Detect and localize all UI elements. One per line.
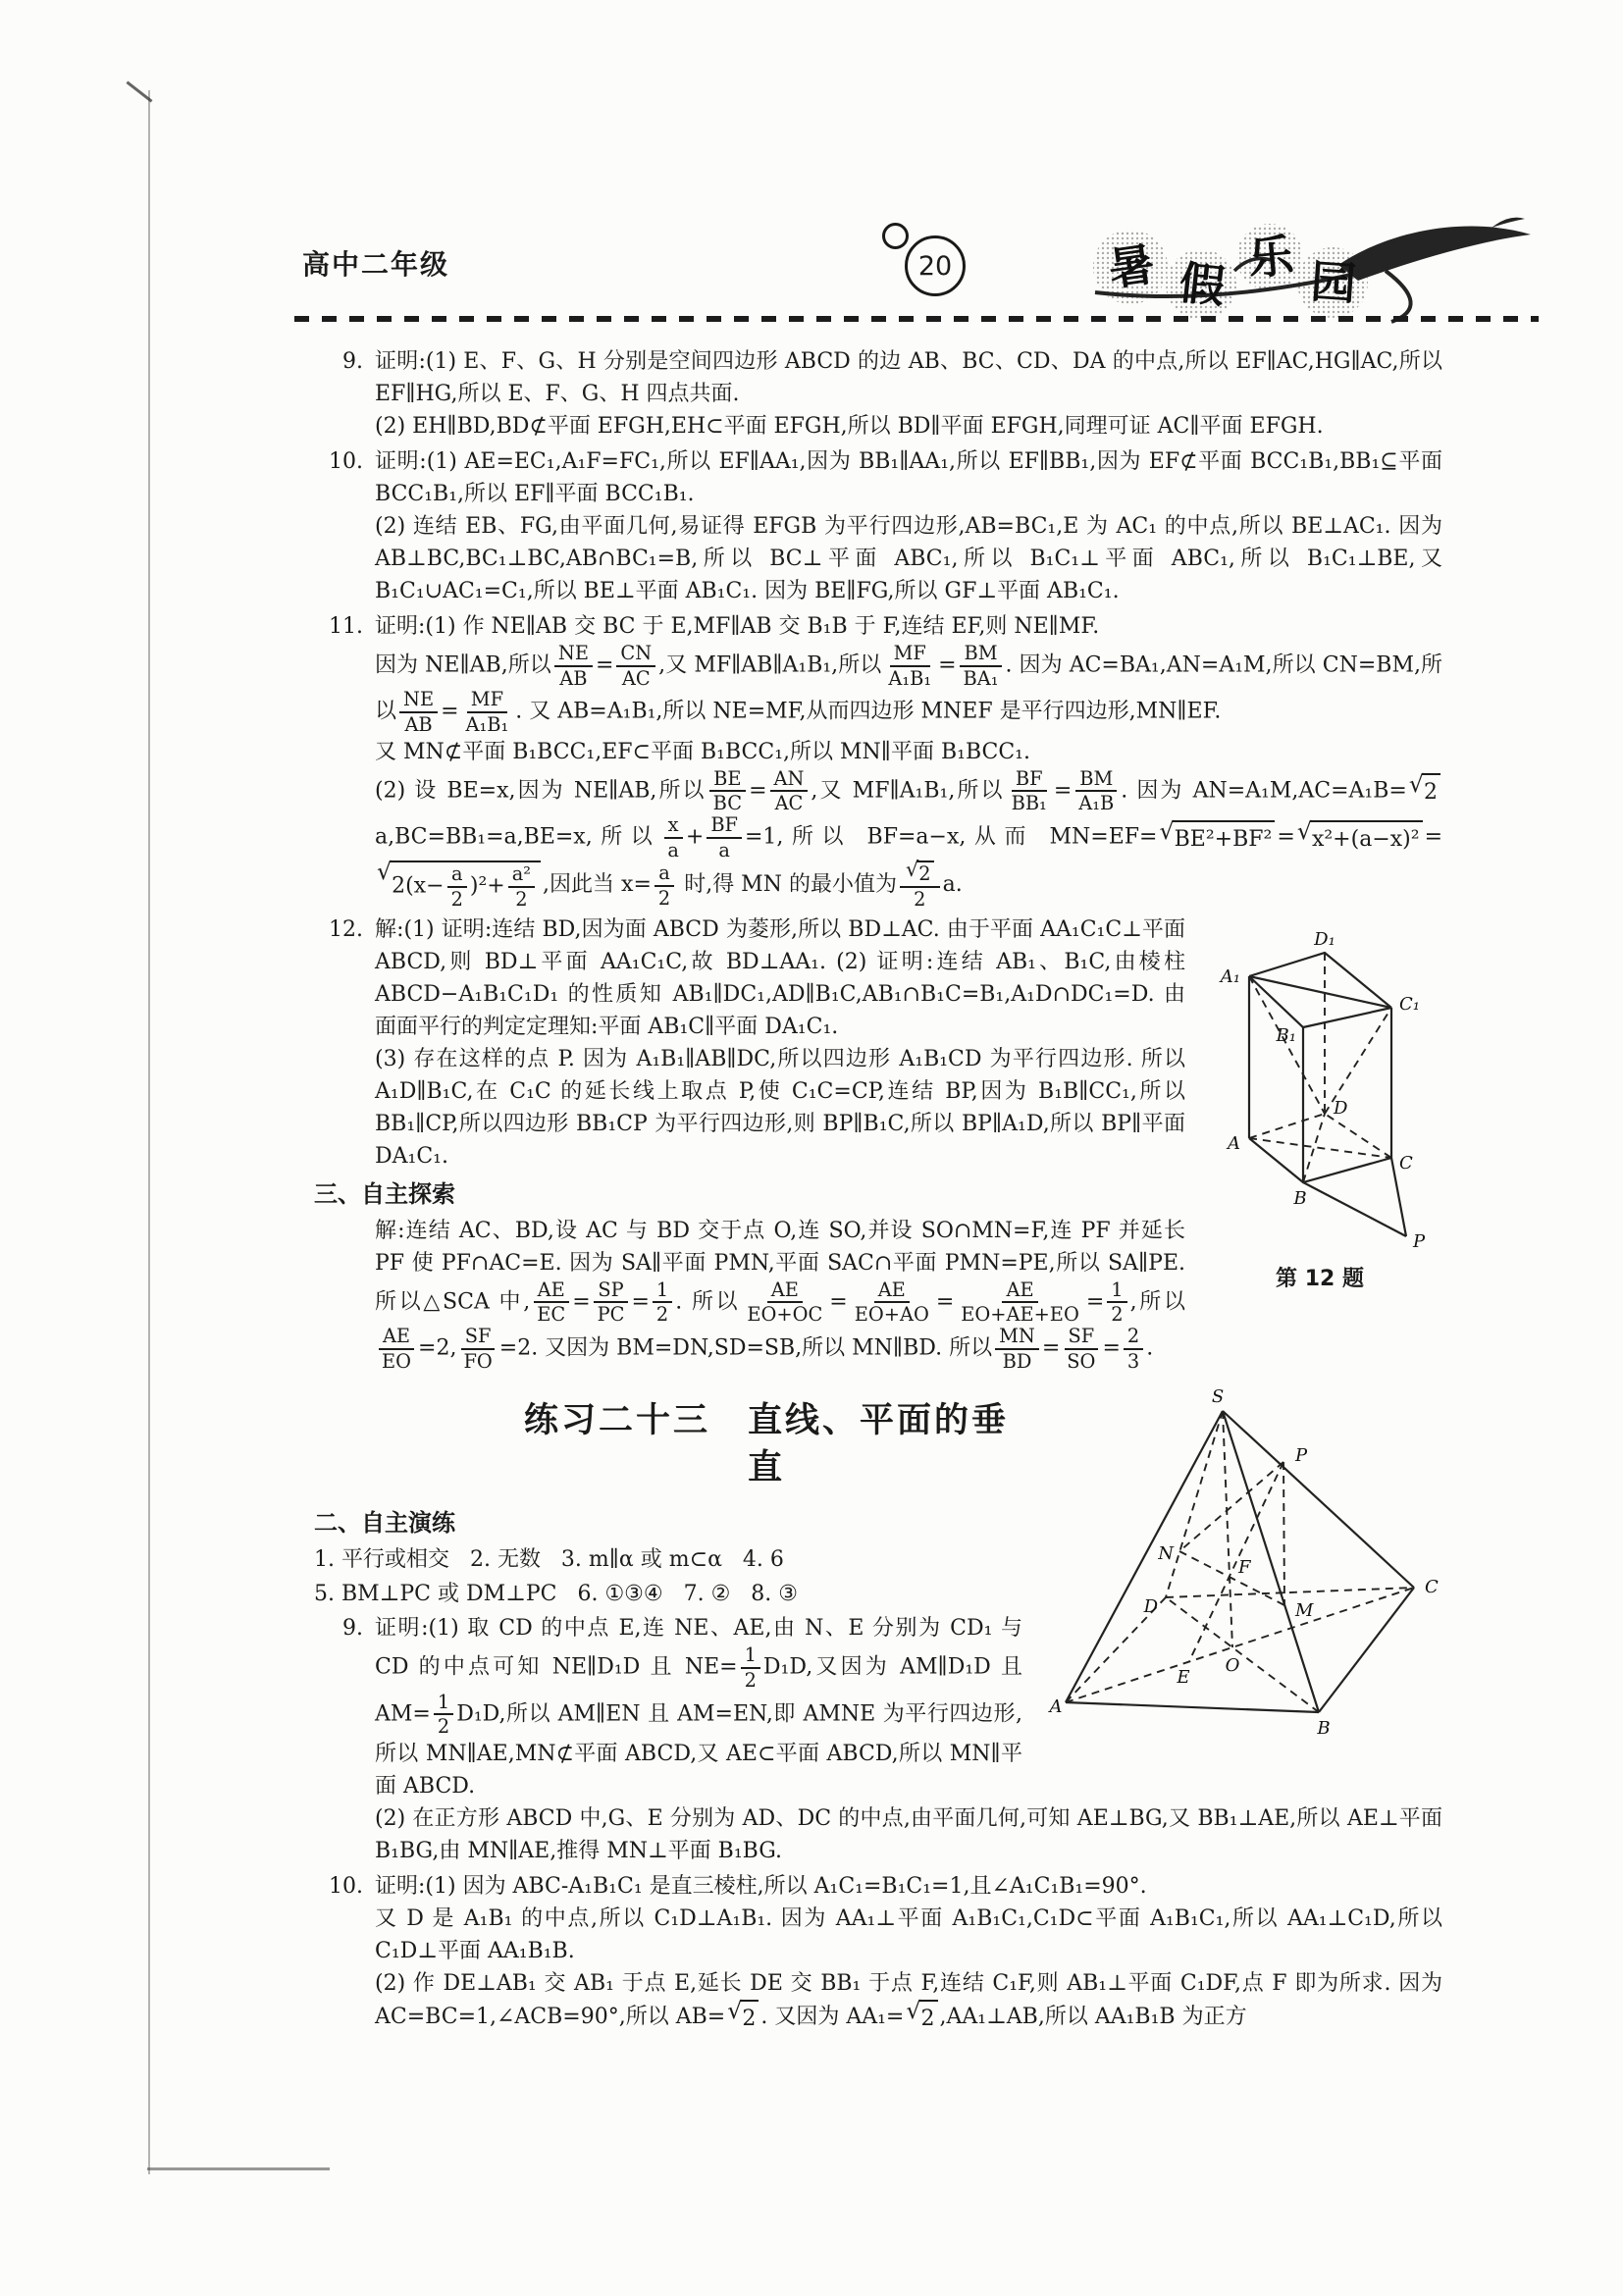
section-heading: 二、自主演练 (314, 1509, 455, 1538)
fraction: $\frac{MF}{\text{A₁B₁}}$ (465, 688, 509, 737)
fraction: $\frac{BF}{\text{BB₁}}$ (1011, 766, 1047, 815)
scan-bottom-mark (147, 2167, 330, 2170)
fraction: $\frac{1}{2}$ (1107, 1279, 1126, 1326)
fraction: $\frac{SP}{PC}$ (594, 1279, 629, 1326)
fraction: $\frac{AE}{EO+OC}$ (747, 1278, 823, 1327)
logo-char-le: 乐 (1245, 229, 1296, 286)
solution-item (314, 1870, 1442, 2035)
solution-item (314, 913, 1442, 1173)
vertex-label-A: A (1049, 1696, 1063, 1718)
solution-item (314, 445, 1442, 607)
problem-number: 10. (329, 449, 363, 474)
logo-char-yuan: 园 (1309, 254, 1358, 311)
fraction: $\frac{\text{a²}}{2}$ (508, 863, 535, 910)
solution-paragraph: 证明:(1) 取 CD 的中点 E,连 NE、AE,由 N、E 分别为 CD₁ 与 CD 的中点可知 NE∥D₁D 且 NE= $\frac{1}{2}$ D₁D,又因为 AM∥D₁D 且 AM= $\frac{1}{2}$ D₁D,所以 AM∥EN 且 AM=EN,即 AMNE 为平行四边形,所以 MN∥AE,MN⊄平面 ABCD,又 AE⊂平面 ABCD,所以 MN∥平面 ABCD. (375, 1616, 1022, 1800)
solution-paragraph: (2) 设 BE=x,因为 NE∥AB,所以 $\frac{BE}{BC}$ = $\frac{AN}{AC}$ ,又 MF∥A₁B₁,所以 $\frac{BF}{\text{BB₁}}$ = $\frac{BM}{\text{A₁B}}$ . 因为 AN=A₁M,AC=A₁B= √ 2 a,BC=BB₁=a,BE=x,所以 $\frac{x}{a}$ + $\frac{BF}{a}$ =1,所以 BF=a−x,从而 MN=EF= √ BE²+BF² = √ x²+(a−x)² = √ 2(x− $\frac{a}{2}$ )²+ $\frac{\text{a²}}{2}$ ,因此当 x= $\frac{a}{2}$ 时,得 MN 的最小值为 √ 2 2 a. (375, 766, 1442, 912)
solution-paragraph: 证明:(1) 因为 ABC-A₁B₁C₁ 是直三棱柱,所以 A₁C₁=B₁C₁=1,且∠A₁C₁B₁=90°. (375, 1874, 1147, 1900)
fraction: $\frac{NE}{AB}$ (399, 689, 438, 735)
answers-line: 1. 平行或相交 2. 无数 3. m∥α 或 m⊂α 4. 6 (314, 1547, 784, 1573)
fraction: $\frac{SF}{FO}$ (459, 1326, 496, 1372)
fraction: $\frac{2}{3}$ (1124, 1326, 1143, 1372)
figure-caption: 第 12 题 (1276, 1266, 1364, 1291)
solution-paragraph: 又 MN⊄平面 B₁BCC₁,EF⊂平面 B₁BCC₁,所以 MN∥平面 B₁BCC₁. (375, 739, 1030, 764)
fraction: $\frac{a}{2}$ (654, 862, 674, 909)
solution-paragraph: (2) 连结 EB、FG,由平面几何,易证得 EFGB 为平行四边形,AB=BC₁,E 为 AC₁ 的中点,所以 BE⊥AC₁. 因为 AB⊥BC,BC₁⊥BC,AB∩BC₁=B,所以 BC⊥平面 ABC₁,所以 B₁C₁⊥平面 ABC₁,所以 B₁C₁⊥BE,又 B₁C₁∪AC₁=C₁,所以 BE⊥平面 AB₁C₁. 因为 BE∥FG,所以 GF⊥平面 AB₁C₁. (375, 514, 1442, 603)
vertex-label-B: B (1292, 1187, 1307, 1209)
decorative-logo (1091, 202, 1543, 328)
sqrt-expression: √ x²+(a−x)² (1297, 820, 1423, 856)
fraction: $\frac{SF}{SO}$ (1063, 1326, 1099, 1372)
solution-paragraph: (2) EH∥BD,BD⊄平面 EFGH,EH⊂平面 EFGH,所以 BD∥平面 EFGH,同理可证 AC∥平面 EFGH. (375, 414, 1324, 439)
vertex-label-E: E (1177, 1667, 1190, 1689)
fraction: $\frac{NE}{AB}$ (554, 643, 593, 689)
exercise-title: 练习二十三 直线、平面的垂直 (523, 1401, 1009, 1488)
solution-item (314, 610, 1442, 911)
fraction: $\frac{BE}{BC}$ (709, 768, 746, 814)
vertex-label-M: M (1295, 1600, 1314, 1622)
vertex-label-C: C (1425, 1577, 1439, 1598)
vertex-label-S: S (1211, 1386, 1225, 1408)
content-flow (314, 345, 1442, 2038)
sqrt-expression: √ 2 (906, 2000, 937, 2035)
logo-char-shu: 暑 (1105, 236, 1158, 296)
problem-number: 12. (329, 916, 363, 942)
vertex-label-D: D (1333, 1097, 1347, 1119)
solution-item (314, 345, 1442, 443)
solution-paragraph: 证明:(1) 作 NE∥AB 交 BC 于 E,MF∥AB 交 B₁B 于 F,连结 EF,则 NE∥MF. (375, 614, 1100, 639)
answers-line: 5. BM⊥PC 或 DM⊥PC 6. ①③④ 7. ② 8. ③ (314, 1582, 798, 1607)
problem-number: 11. (329, 614, 363, 639)
solution-paragraph: 因为 NE∥AB,所以 $\frac{NE}{AB}$ = $\frac{CN}{AC}$ ,又 MF∥AB∥A₁B₁,所以 $\frac{MF}{\text{A₁B₁}}$ = $\frac{BM}{\text{BA₁}}$ . 因为 AC=BA₁,AN=A₁M,所以 CN=BM,所以 $\frac{NE}{AB}$ = $\frac{MF}{\text{A₁B₁}}$ . 又 AB=A₁B₁,所以 NE=MF,从而四边形 MNEF 是平行四边形,MN∥EF. (375, 642, 1443, 737)
vertex-label-A1: A₁ (1220, 965, 1240, 987)
solution-paragraph: 解:(1) 证明:连结 BD,因为面 ABCD 为菱形,所以 BD⊥AC. 由于平面 AA₁C₁C⊥平面 ABCD,则 BD⊥平面 AA₁C₁C,故 BD⊥AA₁. (2) 证明:连结 AB₁、B₁C,由棱柱 ABCD−A₁B₁C₁D₁ 的性质知 AB₁∥DC₁,AD∥B₁C,AB₁∩B₁C=B₁,A₁D∩DC₁=D. 由面面平行的判定定理知:平面 AB₁C∥平面 DA₁C₁. (375, 916, 1185, 1039)
fraction: $\frac{a}{2}$ (447, 863, 467, 910)
fraction: $\frac{MF}{\text{A₁B₁}}$ (888, 642, 932, 690)
vertex-label-P: P (1295, 1445, 1308, 1467)
fraction: $\frac{1}{2}$ (653, 1279, 672, 1326)
fraction: $\frac{AE}{EO}$ (378, 1326, 415, 1372)
fraction: $\frac{1}{2}$ (741, 1644, 760, 1691)
solution-paragraph: 证明:(1) AE=EC₁,A₁F=FC₁,所以 EF∥AA₁,因为 BB₁∥AA₁,所以 EF∥BB₁,因为 EF⊄平面 BCC₁B₁,BB₁⊆平面 BCC₁B₁,所以 EF∥平面 BCC₁B₁. (375, 449, 1442, 506)
vertex-label-A: A (1227, 1132, 1240, 1154)
solution-paragraph: 证明:(1) E、F、G、H 分别是空间四边形 ABCD 的边 AB、BC、CD、DA 的中点,所以 EF∥AC,HG∥AC,所以 EF∥HG,所以 E、F、G、H 四点共面. (375, 349, 1442, 406)
vertex-label-O: O (1225, 1655, 1240, 1677)
vertex-label-B1: B₁ (1276, 1024, 1296, 1046)
fraction: $\frac{AE}{EO+AO}$ (854, 1278, 929, 1327)
problem-number: 10. (329, 1874, 363, 1900)
page-number-bubble-icon (882, 223, 909, 249)
section-heading: 三、自主探索 (314, 1179, 455, 1208)
solution-paragraph: 解:连结 AC、BD,设 AC 与 BD 交于点 O,连 SO,并设 SO∩MN=F,连 PF 并延长 PF 使 PF∩AC=E. 因为 SA∥平面 PMN,平面 SAC∩平面 PMN=PE,所以 SA∥PE. 所以△SCA 中, $\frac{AE}{EC}$ = $\frac{SP}{PC}$ = $\frac{1}{2}$ . 所以 $\frac{AE}{EO+OC}$ = $\frac{AE}{EO+AO}$ = $\frac{AE}{EO+AE+EO}$ = $\frac{1}{2}$ ,所以 $\frac{AE}{EO}$ =2, $\frac{SF}{FO}$ =2. 又因为 BM=DN,SD=SB,所以 MN∥BD. 所以 $\frac{MN}{BD}$ = $\frac{SF}{SO}$ = $\frac{2}{3}$ . (375, 1218, 1185, 1373)
fraction: $\frac{AE}{EC}$ (533, 1279, 569, 1326)
solution-item (314, 1612, 1442, 1867)
page-title: 高中二年级 (302, 248, 450, 281)
sqrt-expression: √ 2(x− $\frac{a}{2}$ )²+ $\frac{\text{a²}}{2}$ (377, 861, 541, 910)
sqrt-expression: √ 2 (906, 861, 934, 885)
solution-paragraph: (3) 存在这样的点 P. 因为 A₁B₁∥AB∥DC,所以四边形 A₁B₁CD 为平行四边形. 所以 A₁D∥B₁C,在 C₁C 的延长线上取点 P,使 C₁C=CP,连结 BP,因为 B₁B∥CC₁,所以 BB₁∥CP,所以四边形 BB₁CP 为平行四边形,则 BP∥B₁C,所以 BP∥A₁D,所以 BP∥平面 DA₁C₁. (375, 1046, 1185, 1169)
problem-number: 9. (342, 1616, 363, 1642)
fraction: $\frac{BM}{\text{BA₁}}$ (960, 643, 1003, 689)
vertex-label-B: B (1317, 1718, 1331, 1740)
fraction: $\frac{AN}{AC}$ (770, 768, 809, 814)
vertex-label-N: N (1158, 1543, 1174, 1565)
sqrt-expression: √ 2 (1409, 773, 1440, 809)
vertex-label-C: C (1398, 1152, 1413, 1174)
solution-paragraph: (2) 作 DE⊥AB₁ 交 AB₁ 于点 E,延长 DE 交 BB₁ 于点 F,连结 C₁F,则 AB₁⊥平面 C₁DF,点 F 即为所求. 因为 AC=BC=1,∠ACB=90°,所以 AB= √ 2 . 又因为 AA₁= √ 2 ,AA₁⊥AB,所以 AA₁B₁B 为正方 (375, 1967, 1442, 2035)
left-margin-line (148, 90, 150, 2174)
fraction: √ 2 2 (900, 861, 940, 910)
sqrt-expression: √ 2 (727, 2000, 759, 2035)
fraction: $\frac{BF}{a}$ (707, 814, 742, 861)
vertex-label-D: D (1143, 1596, 1158, 1618)
problem-number: 9. (342, 349, 363, 374)
header-dashed-divider (294, 316, 1539, 322)
solution-paragraph: (2) 在正方形 ABCD 中,G、E 分别为 AD、DC 的中点,由平面几何,可知 AE⊥BG,又 BB₁⊥AE,所以 AE⊥平面 B₁BG,由 MN∥AE,推得 MN⊥平面 B₁BG. (375, 1806, 1442, 1864)
logo-char-jia: 假 (1177, 255, 1228, 314)
page-number: 20 (917, 250, 953, 282)
solution-paragraph: 又 D 是 A₁B₁ 的中点,所以 C₁D⊥A₁B₁. 因为 AA₁⊥平面 A₁B₁C₁,C₁D⊂平面 A₁B₁C₁,所以 AA₁⊥C₁D,所以 C₁D⊥平面 AA₁B₁B. (375, 1906, 1442, 1964)
fraction: $\frac{1}{2}$ (434, 1692, 453, 1738)
sqrt-expression: √ BE²+BF² (1160, 820, 1276, 856)
vertex-label-P: P (1412, 1230, 1425, 1251)
page-number-badge (905, 235, 966, 296)
fraction: $\frac{CN}{AC}$ (616, 643, 655, 689)
vertex-label-C1: C₁ (1398, 993, 1420, 1015)
fraction: $\frac{MN}{BD}$ (995, 1326, 1039, 1372)
fraction: $\frac{AE}{EO+AE+EO}$ (961, 1278, 1079, 1327)
fraction: $\frac{x}{a}$ (663, 814, 683, 861)
vertex-label-D1: D₁ (1313, 928, 1335, 950)
vertex-label-F: F (1238, 1557, 1251, 1579)
fraction: $\frac{BM}{\text{A₁B}}$ (1074, 768, 1118, 814)
